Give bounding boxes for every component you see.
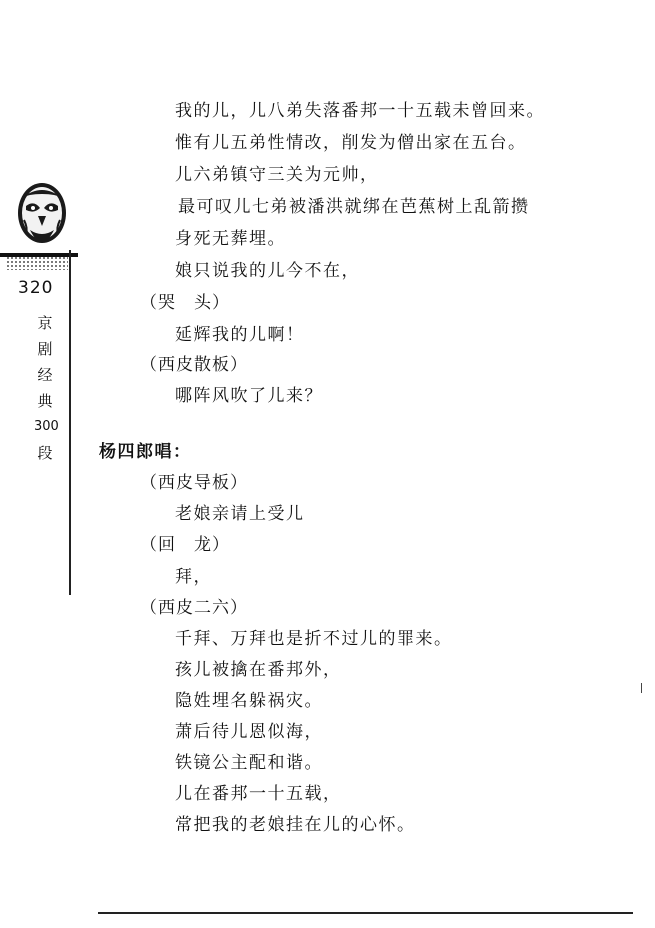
lyric-line: 哪阵风吹了儿来？ — [175, 386, 323, 406]
lyric-line: 铁镜公主配和谐。 — [175, 753, 323, 773]
lyric-line: 常把我的老娘挂在儿的心怀。 — [175, 815, 416, 835]
singing-cue: （西皮二六） — [140, 598, 248, 618]
halftone-decoration — [6, 256, 68, 270]
book-title-char: 剧 — [37, 340, 53, 358]
lyric-line: 娘只说我的儿今不在， — [175, 261, 360, 281]
book-title-char: 京 — [37, 314, 53, 332]
lyric-line: 儿六弟镇守三关为元帅， — [175, 165, 379, 185]
role-heading: 杨四郎唱： — [99, 442, 192, 462]
lyric-line: 身死无葬埋。 — [175, 229, 286, 249]
singing-cue: （回 龙） — [140, 535, 230, 555]
lyric-line: 拜， — [175, 567, 212, 587]
lyric-line: 最可叹儿七弟被潘洪就绑在芭蕉树上乱箭攒 — [178, 197, 530, 217]
lyric-line: 老娘亲请上受儿 — [175, 504, 305, 524]
book-title-char: 典 — [37, 392, 53, 410]
book-title-char: 段 — [37, 444, 53, 462]
lyric-line: 孩儿被擒在番邦外， — [175, 660, 342, 680]
page-number: 320 — [18, 278, 54, 298]
margin-vertical-line — [69, 250, 71, 595]
lyric-line: 隐姓埋名躲祸灾。 — [175, 691, 323, 711]
lyric-line: 萧后待儿恩似海， — [175, 722, 323, 742]
singing-cue: （西皮导板） — [140, 473, 248, 493]
lyric-line: 我的儿，儿八弟失落番邦一十五载未曾回来。 — [175, 101, 545, 121]
singing-cue: （西皮散板） — [140, 355, 248, 375]
lyric-line: 千拜、万拜也是折不过儿的罪来。 — [175, 629, 453, 649]
singing-cue: （哭 头） — [140, 293, 230, 313]
scan-mark — [641, 683, 642, 693]
bottom-rule — [98, 912, 633, 914]
book-title-char: 经 — [37, 366, 53, 384]
lyric-line: 儿在番邦一十五载， — [175, 784, 342, 804]
lyric-line: 惟有儿五弟性情改，削发为僧出家在五台。 — [175, 133, 527, 153]
book-title-char: 300 — [34, 419, 59, 434]
opera-mask-icon — [12, 180, 72, 250]
book-title-vertical — [34, 310, 59, 466]
lyric-line: 延辉我的儿啊！ — [175, 325, 305, 345]
